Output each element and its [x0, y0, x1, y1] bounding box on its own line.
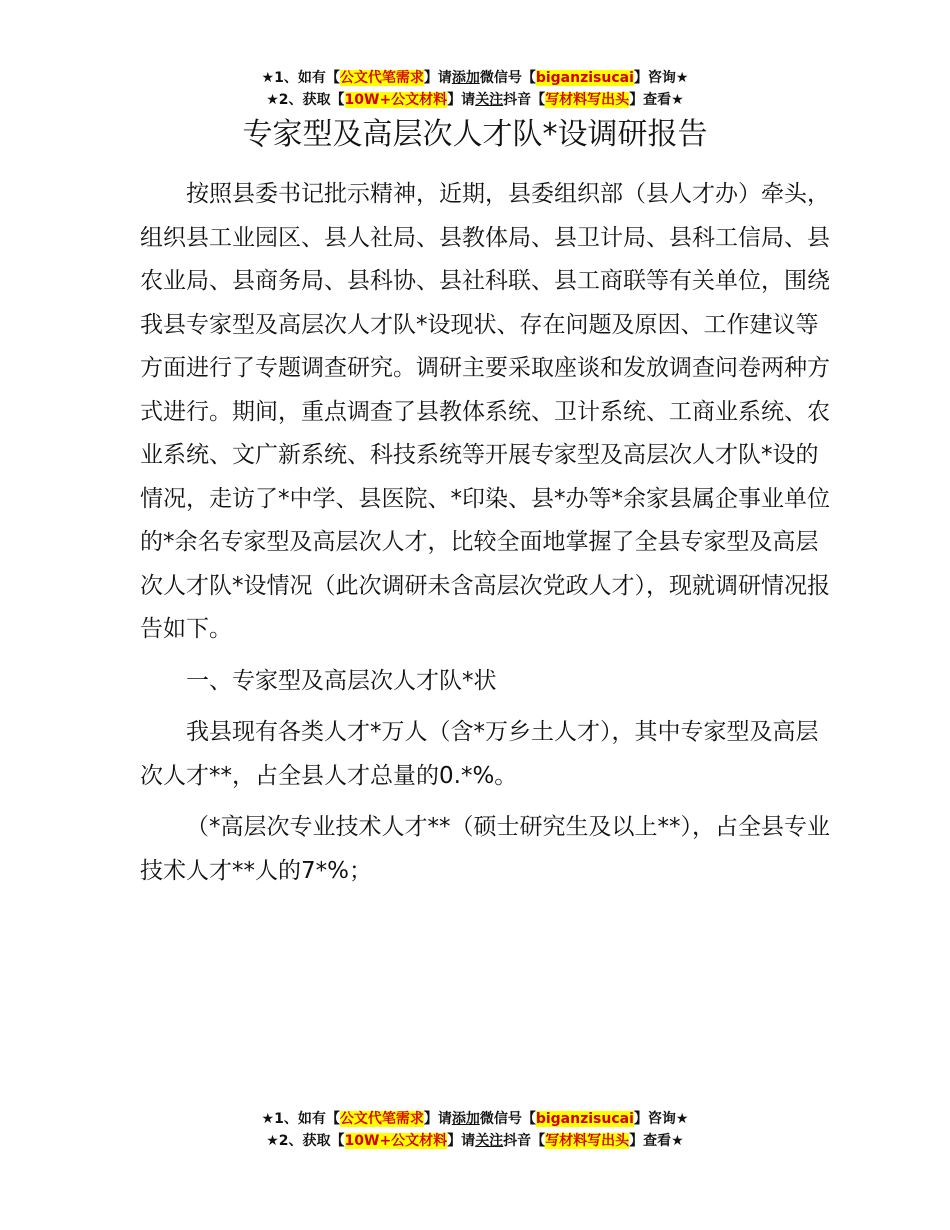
promo-highlight: 10W+公文材料: [344, 92, 448, 108]
promo-text: ★1、如有【: [261, 70, 340, 86]
promo-text: ★1、如有【: [261, 1111, 340, 1127]
promo-text: 微信号【: [479, 70, 536, 86]
promo-douyin-name: 写材料写出头: [545, 1133, 630, 1149]
promo-line-1: [0, 67, 950, 89]
promo-text: ★2、获取【: [266, 1133, 345, 1149]
paragraph-professional-talent: （*高层次专业技术人才**（硕士研究生及以上**），占全县专业技术人才**人的7*%；: [140, 814, 830, 884]
promo-highlight: 10W+公文材料: [344, 1133, 448, 1149]
paragraph-talent-total: 我县现有各类人才*万人（含*万乡土人才），其中专家型及高层次人才**，占全县人才总量的0.*%。: [140, 719, 819, 789]
promo-wechat-id: biganzisucai: [535, 70, 634, 86]
promo-text: 抖音【: [503, 1133, 546, 1149]
promo-highlight: 公文代笔需求: [339, 70, 424, 86]
promo-underlined: 添加: [451, 70, 480, 86]
promo-text: 微信号【: [479, 1111, 536, 1127]
promo-text: 】请: [423, 1111, 452, 1127]
promo-line-2: [0, 89, 950, 111]
promo-text: 】请: [447, 92, 476, 108]
promo-douyin-name: 写材料写出头: [545, 92, 630, 108]
promo-text: 】请: [447, 1133, 476, 1149]
section-heading: 一、专家型及高层次人才队*状: [186, 667, 497, 694]
promo-line-2: [0, 1130, 950, 1152]
promo-line-1: [0, 1108, 950, 1130]
promo-text: 抖音【: [503, 92, 546, 108]
promo-text: ★2、获取【: [266, 92, 345, 108]
promo-banner-bottom: [0, 1108, 950, 1152]
promo-underlined: 添加: [451, 1111, 480, 1127]
promo-underlined: 关注: [475, 1133, 504, 1149]
promo-text: 】请: [423, 70, 452, 86]
promo-text: 】查看★: [629, 1133, 684, 1149]
promo-text: 】咨询★: [633, 1111, 689, 1127]
document-body: [140, 173, 830, 893]
promo-wechat-id: biganzisucai: [535, 1111, 634, 1127]
promo-underlined: 关注: [475, 92, 504, 108]
promo-text: 】查看★: [629, 92, 684, 108]
promo-text: 】咨询★: [633, 70, 689, 86]
document-title: 专家型及高层次人才队*设调研报告: [242, 117, 708, 152]
paragraph-intro: 按照县委书记批示精神，近期，县委组织部（县人才办）牵头，组织县工业园区、县人社局、县教体局、县卫计局、县科工信局、县农业局、县商务局、县科协、县社科联、县工商联等有关单位，围绕我县专家型及高层次人才队*设现状、存在问题及原因、工作建议等方面进行了专题调查研究。调研主要采取座谈和发放调查问卷两种方式进行。期间，重点调查了县教体系统、卫计系统、工商业系统、农业系统、文广新系统、科技系统等开展专家型及高层次人才队*设的情况，走访了*中学、县医院、*印染、县*办等*余家县属企事业单位的*余名专家型及高层次人才，比较全面地掌握了全县专家型及高层次人才队*设情况（此次调研未含高层次党政人才），现就调研情况报告如下。: [140, 181, 830, 642]
promo-banner-top: [0, 67, 950, 111]
promo-highlight: 公文代笔需求: [339, 1111, 424, 1127]
